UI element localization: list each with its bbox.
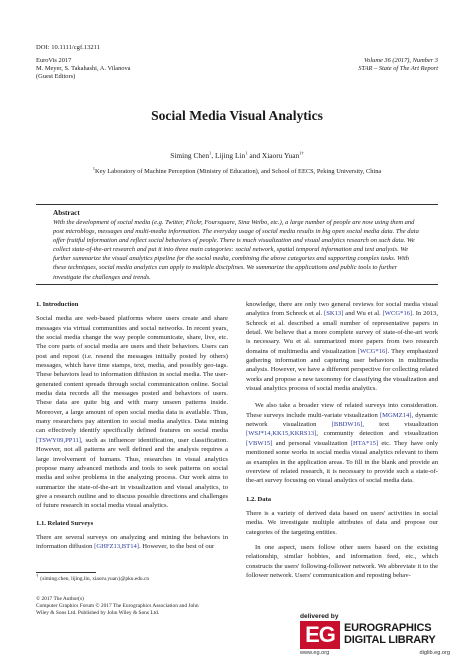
conference-editors: M. Meyer, S. Takahashi, A. Vilanova [36,65,131,73]
diglib-url-link[interactable]: diglib.eg.org [419,650,450,656]
rc-text-1a: knowledge, there are only two general reviews for social media visual analytics from Schreck et al. [246,301,438,318]
doi-label: DOI: 10.1111/cgf.13211 [36,44,101,51]
conference-info [36,57,131,82]
author-list [0,151,474,160]
related-paragraph [36,533,228,552]
abstract-bottom-rule [36,284,438,285]
volume-info [358,57,438,73]
affiliation-text: Key Laboratory of Machine Perception (Ministry of Education), and School of EECS, Peking University, China [95,168,382,175]
footnote-rule [36,572,96,573]
volume-number: Volume 36 (2017), Number 3 [363,57,438,64]
section-1-1-heading: 1.1. Related Surveys [36,519,94,527]
rc-text-1c: . In 2013, Schreck et al. described a small number of representative papers in detail. We believe that a more complete survey of state-of-the-art work is necessary. Wu et al. summarized more papers from two research domains of multimedia and visualization [246,310,438,355]
right-column [246,300,438,580]
rc-text-2f: etc. They have only mentioned some works in social media visual analytics relevant to them as examples in the application areas. To fill in the blank and provide an overview of related research, it is necessary to provide such a state-of-the-art survey focusing on visual analytics of social media data. [246,439,438,485]
section-1-heading: 1. Introduction [36,301,79,308]
footnote [36,573,236,583]
eurographics-badge[interactable] [300,613,450,659]
abstract-text: With the development of social media (e.g. Twitter, Flickr, Foursquare, Sina Weibo, etc.), a large number of people are now using them and post microblogs, messages and multi-media information. The everyday usage of social media results in big open social media data. The data offer fruitful information and reflect social behaviors of people. There is much visualization and visual analytics research on such data. We collect state-of-the-art research and put it into three main categories: social network, spatial temporal information and text analysis. We further summarize the visual analytics pipeline for the social media, combining the above categories and supporting complex tasks. With these techniques, social media analytics can apply to multiple disciplines. We summarize the applications and public tools to further investigate the challenges and trends. [53,219,419,281]
eg-url-link[interactable]: www.eg.org [300,650,330,656]
citation-mgmz14[interactable]: [MGMZ14] [379,411,412,419]
citation-vbw15[interactable]: [VBW15] [246,439,273,447]
section-1-2-heading: 1.2. Data [246,495,272,503]
citation-wcg16-2[interactable]: [WCG*16] [357,347,388,355]
author-1-mark: 1 [209,150,212,156]
left-column [36,300,228,552]
citation-ghfz13[interactable]: [GHFZ13,BT14] [94,543,139,551]
citation-bbdw16[interactable]: [BBDW16] [331,421,363,429]
right-paragraph-2 [246,401,438,485]
author-3-mark: 1† [299,150,304,156]
author-2: , Lijing Lin [211,151,246,160]
copyright-line-3: Wiley & Sons Ltd. Published by John Wiley & Sons Ltd. [36,609,160,616]
related-text: There are several surveys on analyzing and mining the behaviors in information diffusion [36,533,228,551]
citation-tswy09[interactable]: [TSWY09,PP11] [36,436,81,444]
affiliation-mark: 1 [92,165,96,171]
data-paragraph-1: There is a variety of derived data based on users' activities in social media. We investigate multiple attributes of data and propose our categories of the targeting entities. [246,509,438,536]
author-1: Siming Chen [170,151,210,160]
rc-text-1b: and Wu et al. [343,310,383,318]
conference-editors-note: (Guest Editors) [36,73,76,81]
conference-name: EuroVis 2017 [36,57,72,64]
footnote-mark: † [36,573,39,579]
footnote-email: {siming.chen, lijing.lin, xiaoru.yuan}@pku.edu.cn [38,576,150,582]
rc-text-2c: , text visualization [362,421,438,429]
copyright-block [36,596,246,616]
intro-paragraph [36,314,228,510]
rc-text-2d: , community detection and visualization [316,430,438,438]
delivered-by-label: delivered by [300,613,339,620]
paper-title: Social Media Visual Analytics [151,108,323,123]
copyright-line-2: Computer Graphics Forum © 2017 The Eurographics Association and John [36,602,199,609]
eurographics-label: EUROGRAPHICS [344,622,432,634]
author-3: and Xiaoru Yuan [247,151,300,160]
rc-text-2b: , dynamic network visualization [246,411,438,429]
rc-text-2a: We also take a broader view of related surveys into consideration. These surveys include multi-variate visualization [246,402,438,419]
citation-sk13[interactable]: [SK13] [324,310,344,318]
citation-wcg16[interactable]: [WCG*16] [382,310,413,318]
abstract-top-rule [36,204,438,205]
eg-logo-icon: EG [300,621,340,649]
affiliation [0,165,474,175]
citation-hta15[interactable]: [HTA*15] [350,439,379,447]
abstract-heading: Abstract [53,209,80,217]
intro-text: Social media are web-based platforms where users create and share messages via virtual communities and social networks. In recent years, the social media change the way people communicate, share, live, etc. The core parts of social media are users and their behaviors. Users can post and repost (i.e. resend the messages initially posted by others) messages, which have time stamps, text, media, and possibly geo-tags. These behaviors lead to information diffusion in social media. The user-generated content spreads through social communication online. Social media data records all the messages posted and behaviors of users. These data are quite big and with many unseen patterns inside. Moreover, a large amount of open social media data is available. Thus, many researchers pay attention to social media analytics. Data mining can effectively identify specifically defined features on social media [36,315,228,435]
copyright-line-1: © 2017 The Author(s) [36,596,84,602]
related-text-tail: . However, to the best of our [139,543,215,551]
rc-text-2e: and personal visualization [272,439,351,447]
rc-text-1d: . They emphasized gathering information and capturing user behaviors in multimedia analysis. However, we have a different perspective for collecting related works and propose a new taxonomy for classifying the visualization and visual analytics process of social media analytics. [246,347,438,393]
right-paragraph-1 [246,300,438,393]
data-paragraph-2: In one aspect, users follow other users based on the existing relationship, similar hobbies, and information feed, etc., which constructs the users' following-follower network. We abbreviate it to the follower network. Users' communication and reposting behav- [246,543,438,579]
author-2-mark: 1 [245,150,248,156]
citation-wsj14[interactable]: [WSJ*14,KK15,KKRS13] [246,430,317,438]
intro-text-tail: , such as influencer identification, user classification. However, not all patterns are well defined and the analysis requires a large involvement of humans. Thus, researches in visual analytics propose many advanced methods and tools to seek patterns on social media and solve problems in the analyzing process. Our work aims to summarize the state-of-the-art in visualization and visual analytics, to give a research outline and to discuss possible directions and challenges of future research in social media visual analytics. [36,436,228,510]
digital-library-label: DIGITAL LIBRARY [344,634,436,646]
report-type: STAR – State of The Art Report [358,65,438,73]
